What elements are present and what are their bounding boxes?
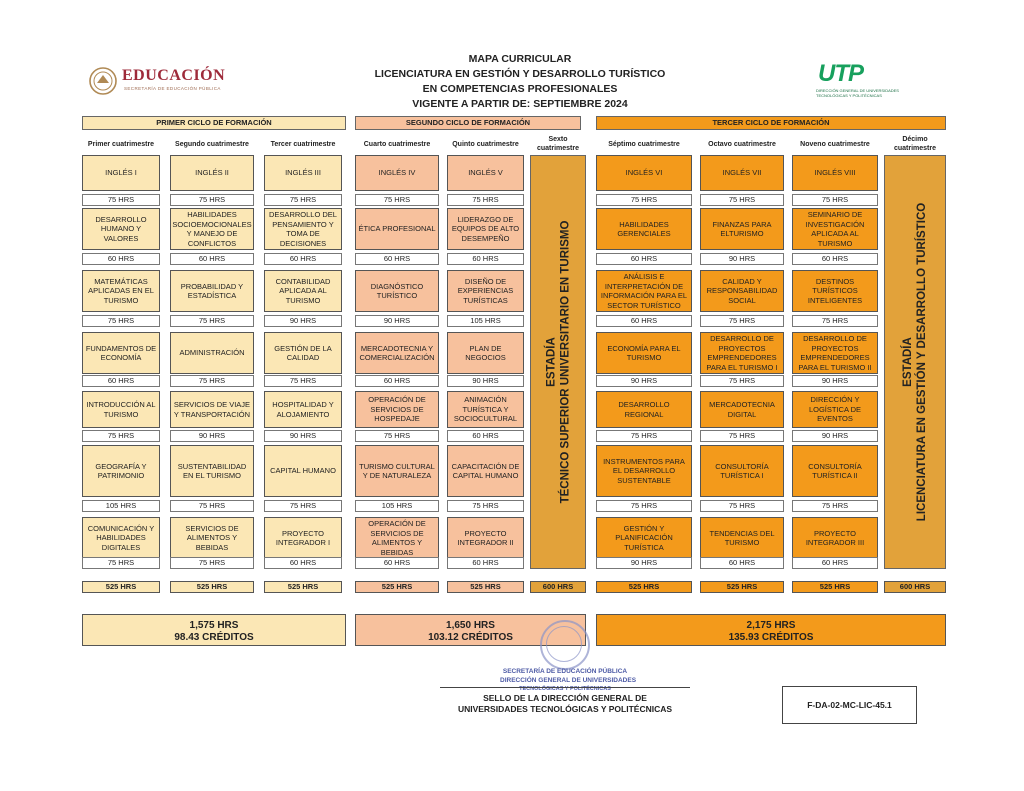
utp-logo-subtext: DIRECCIÓN GENERAL DE UNIVERSIDADES TECNOLÓGICAS Y POLITÉCNICAS xyxy=(816,88,899,98)
subject-box: SERVICIOS DE ALIMENTOS Y BEBIDAS xyxy=(170,517,254,559)
subject-hours: 75 HRS xyxy=(700,375,784,387)
total-hours-4: 525 HRS xyxy=(355,581,439,593)
subject-box: ADMINISTRACIÓN xyxy=(170,332,254,374)
cycle-header-2: SEGUNDO CICLO DE FORMACIÓN xyxy=(355,116,581,130)
sello-line-2: UNIVERSIDADES TECNOLÓGICAS Y POLITÉCNICAS xyxy=(457,704,673,714)
subject-box: GESTIÓN Y PLANIFICACIÓN TURÍSTICA xyxy=(596,517,692,559)
subject-box: ÉTICA PROFESIONAL xyxy=(355,208,439,250)
subject-box: CAPITAL HUMANO xyxy=(264,445,342,497)
subject-hours: 90 HRS xyxy=(264,315,342,327)
cycle-summary-2-credits: 103.12 CRÉDITOS xyxy=(428,632,513,643)
subject-box: INGLÉS VII xyxy=(700,155,784,191)
cycle-summary-3-hours: 2,175 HRS xyxy=(746,620,796,631)
subject-box: INGLÉS VI xyxy=(596,155,692,191)
subject-box: DESTINOS TURÍSTICOS INTELIGENTES xyxy=(792,270,878,312)
subject-box: INGLÉS I xyxy=(82,155,160,191)
subject-hours: 90 HRS xyxy=(170,430,254,442)
subject-hours: 60 HRS xyxy=(82,253,160,265)
subject-hours: 60 HRS xyxy=(596,253,692,265)
subject-hours: 60 HRS xyxy=(264,557,342,569)
subject-hours: 60 HRS xyxy=(792,253,878,265)
signature-line xyxy=(440,687,690,688)
subject-box: DIAGNÓSTICO TURÍSTICO xyxy=(355,270,439,312)
page-title xyxy=(300,52,740,112)
subject-hours: 90 HRS xyxy=(596,557,692,569)
subject-box: FINANZAS PARA ELTURISMO xyxy=(700,208,784,250)
subject-box: SUSTENTABILIDAD EN EL TURISMO xyxy=(170,445,254,497)
subject-box: INGLÉS II xyxy=(170,155,254,191)
subject-hours: 75 HRS xyxy=(170,315,254,327)
subject-box: TENDENCIAS DEL TURISMO xyxy=(700,517,784,559)
cycle-summary-3-credits: 135.93 CRÉDITOS xyxy=(728,632,814,643)
subject-box: INGLÉS VIII xyxy=(792,155,878,191)
subject-hours: 75 HRS xyxy=(596,194,692,206)
subject-hours: 60 HRS xyxy=(792,557,878,569)
educacion-logo xyxy=(88,64,258,98)
subject-box: HOSPITALIDAD Y ALOJAMIENTO xyxy=(264,391,342,428)
subject-hours: 75 HRS xyxy=(264,500,342,512)
subject-box: ECONOMÍA PARA EL TURISMO xyxy=(596,332,692,374)
subject-box: MERCADOTECNIA DIGITAL xyxy=(700,391,784,428)
subject-box: HABILIDADES SOCIOEMOCIONALES Y MANEJO DE CONFLICTOS xyxy=(170,208,254,250)
subject-box: PROYECTO INTEGRADOR III xyxy=(792,517,878,559)
subject-box: CONSULTORÍA TURÍSTICA I xyxy=(700,445,784,497)
subject-box: DESARROLLO HUMANO Y VALORES xyxy=(82,208,160,250)
cycle-summary-2-hours: 1,650 HRS xyxy=(446,620,495,631)
estadia-tsu-line-2: TÉCNICO SUPERIOR UNIVERSITARIO EN TURISMO xyxy=(559,220,571,504)
subject-hours: 75 HRS xyxy=(82,194,160,206)
subject-box: ANÁLISIS E INTERPRETACIÓN DE INFORMACIÓN PARA EL SECTOR TURÍSTICO xyxy=(596,270,692,312)
stamp-line-1: SECRETARÍA DE EDUCACIÓN PÚBLICA xyxy=(502,668,628,675)
subject-hours: 75 HRS xyxy=(170,500,254,512)
subject-hours: 60 HRS xyxy=(355,375,439,387)
subject-box: PROBABILIDAD Y ESTADÍSTICA xyxy=(170,270,254,312)
quarter-header-2: Segundo cuatrimestre xyxy=(175,140,249,148)
total-hours-5: 525 HRS xyxy=(447,581,524,593)
subject-box: PROYECTO INTEGRADOR II xyxy=(447,517,524,559)
subject-box: CONSULTORÍA TURÍSTICA II xyxy=(792,445,878,497)
subject-box: DESARROLLO REGIONAL xyxy=(596,391,692,428)
subject-hours: 75 HRS xyxy=(596,500,692,512)
document-code: F-DA-02-MC-LIC-45.1 xyxy=(782,686,917,724)
eagle-seal-icon xyxy=(88,66,118,96)
subject-hours: 60 HRS xyxy=(700,557,784,569)
subject-hours: 75 HRS xyxy=(170,194,254,206)
subject-box: DISEÑO DE EXPERIENCIAS TURÍSTICAS xyxy=(447,270,524,312)
subject-box: OPERACIÓN DE SERVICIOS DE ALIMENTOS Y BEBIDAS xyxy=(355,517,439,559)
cycle-header-1: PRIMER CICLO DE FORMACIÓN xyxy=(82,116,346,130)
subject-hours: 60 HRS xyxy=(447,253,524,265)
total-hours-10: 600 HRS xyxy=(884,581,946,593)
subject-hours: 90 HRS xyxy=(792,375,878,387)
quarter-header-6: Sexto cuatrimestre xyxy=(536,136,580,152)
subject-box: GESTIÓN DE LA CALIDAD xyxy=(264,332,342,374)
subject-hours: 90 HRS xyxy=(700,253,784,265)
total-hours-6: 600 HRS xyxy=(530,581,586,593)
educacion-logo-text: EDUCACIÓN xyxy=(122,67,226,84)
title-line-2: LICENCIATURA EN GESTIÓN Y DESARROLLO TURÍSTICO xyxy=(374,68,666,80)
subject-box: ANIMACIÓN TURÍSTICA Y SOCIOCULTURAL xyxy=(447,391,524,428)
subject-box: OPERACIÓN DE SERVICIOS DE HOSPEDAJE xyxy=(355,391,439,428)
subject-box: INSTRUMENTOS PARA EL DESARROLLO SUSTENTABLE xyxy=(596,445,692,497)
total-hours-8: 525 HRS xyxy=(700,581,784,593)
subject-box: MATEMÁTICAS APLICADAS EN EL TURISMO xyxy=(82,270,160,312)
subject-hours: 75 HRS xyxy=(264,375,342,387)
subject-box: INGLÉS III xyxy=(264,155,342,191)
stamp-line-2: DIRECCIÓN GENERAL DE UNIVERSIDADES xyxy=(500,677,637,684)
estadia-lic-line-2: LICENCIATURA EN GESTIÓN Y DESARROLLO TURÍSTICO xyxy=(916,202,928,522)
subject-hours: 75 HRS xyxy=(82,430,160,442)
title-line-4: VIGENTE A PARTIR DE: SEPTIEMBRE 2024 xyxy=(412,98,628,110)
subject-hours: 105 HRS xyxy=(355,500,439,512)
subject-hours: 75 HRS xyxy=(170,557,254,569)
subject-box: FUNDAMENTOS DE ECONOMÍA xyxy=(82,332,160,374)
subject-box: MERCADOTECNIA Y COMERCIALIZACIÓN xyxy=(355,332,439,374)
subject-box: TURISMO CULTURAL Y DE NATURALEZA xyxy=(355,445,439,497)
subject-hours: 75 HRS xyxy=(82,315,160,327)
stamp-line-3: TECNOLÓGICAS Y POLITÉCNICAS xyxy=(519,686,611,692)
subject-hours: 60 HRS xyxy=(264,253,342,265)
quarter-header-7: Séptimo cuatrimestre xyxy=(608,140,680,148)
subject-box: INTRODUCCIÓN AL TURISMO xyxy=(82,391,160,428)
subject-hours: 60 HRS xyxy=(447,557,524,569)
quarter-header-3: Tercer cuatrimestre xyxy=(270,140,336,148)
subject-hours: 75 HRS xyxy=(170,375,254,387)
total-hours-7: 525 HRS xyxy=(596,581,692,593)
subject-hours: 75 HRS xyxy=(447,194,524,206)
total-hours-9: 525 HRS xyxy=(792,581,878,593)
quarter-header-9: Noveno cuatrimestre xyxy=(800,140,870,148)
subject-hours: 90 HRS xyxy=(596,375,692,387)
subject-hours: 75 HRS xyxy=(82,557,160,569)
subject-hours: 75 HRS xyxy=(264,194,342,206)
subject-hours: 90 HRS xyxy=(447,375,524,387)
subject-box: DIRECCIÓN Y LOGÍSTICA DE EVENTOS xyxy=(792,391,878,428)
utp-logo-text: UTP xyxy=(818,60,863,87)
sello-line-1: SELLO DE LA DIRECCIÓN GENERAL DE xyxy=(483,693,647,703)
subject-box: CONTABILIDAD APLICADA AL TURISMO xyxy=(264,270,342,312)
subject-box: PLAN DE NEGOCIOS xyxy=(447,332,524,374)
subject-hours: 75 HRS xyxy=(792,194,878,206)
estadia-tsu-column xyxy=(530,155,586,569)
quarter-header-8: Octavo cuatrimestre xyxy=(708,140,776,148)
educacion-logo-subtext: SECRETARÍA DE EDUCACIÓN PÚBLICA xyxy=(124,86,221,91)
subject-box: COMUNICACIÓN Y HABILIDADES DIGITALES xyxy=(82,517,160,559)
subject-hours: 75 HRS xyxy=(447,500,524,512)
subject-hours: 105 HRS xyxy=(447,315,524,327)
cycle-summary-3 xyxy=(596,614,946,646)
estadia-lic-line-1: ESTADÍA xyxy=(902,337,914,387)
subject-hours: 75 HRS xyxy=(700,315,784,327)
subject-box: LIDERAZGO DE EQUIPOS DE ALTO DESEMPEÑO xyxy=(447,208,524,250)
subject-hours: 75 HRS xyxy=(792,500,878,512)
total-hours-1: 525 HRS xyxy=(82,581,160,593)
estadia-tsu-line-1: ESTADÍA xyxy=(545,337,557,387)
subject-hours: 90 HRS xyxy=(792,430,878,442)
subject-box: DESARROLLO DE PROYECTOS EMPRENDEDORES PARA EL TURISMO I xyxy=(700,332,784,374)
estadia-lic-column xyxy=(884,155,946,569)
subject-hours: 60 HRS xyxy=(170,253,254,265)
subject-hours: 60 HRS xyxy=(82,375,160,387)
total-hours-2: 525 HRS xyxy=(170,581,254,593)
subject-box: CAPACITACIÓN DE CAPITAL HUMANO xyxy=(447,445,524,497)
subject-box: PROYECTO INTEGRADOR I xyxy=(264,517,342,559)
total-hours-3: 525 HRS xyxy=(264,581,342,593)
subject-box: DESARROLLO DEL PENSAMIENTO Y TOMA DE DECISIONES xyxy=(264,208,342,250)
cycle-summary-1-hours: 1,575 HRS xyxy=(189,620,239,631)
cycle-header-3: TERCER CICLO DE FORMACIÓN xyxy=(596,116,946,130)
cycle-summary-1-credits: 98.43 CRÉDITOS xyxy=(174,632,254,643)
subject-hours: 60 HRS xyxy=(596,315,692,327)
quarter-header-4: Cuarto cuatrimestre xyxy=(363,140,431,148)
sello-caption xyxy=(430,693,700,715)
subject-hours: 60 HRS xyxy=(447,430,524,442)
subject-box: SERVICIOS DE VIAJE Y TRANSPORTACIÓN xyxy=(170,391,254,428)
subject-box: INGLÉS IV xyxy=(355,155,439,191)
subject-hours: 75 HRS xyxy=(596,430,692,442)
subject-hours: 75 HRS xyxy=(700,194,784,206)
subject-hours: 75 HRS xyxy=(700,500,784,512)
quarter-header-10: Décimo cuatrimestre xyxy=(893,136,937,152)
subject-box: CALIDAD Y RESPONSABILIDAD SOCIAL xyxy=(700,270,784,312)
subject-box: GEOGRAFÍA Y PATRIMONIO xyxy=(82,445,160,497)
subject-hours: 90 HRS xyxy=(264,430,342,442)
subject-box: HABILIDADES GERENCIALES xyxy=(596,208,692,250)
cycle-summary-1 xyxy=(82,614,346,646)
subject-box: DESARROLLO DE PROYECTOS EMPRENDEDORES PARA EL TURISMO II xyxy=(792,332,878,374)
subject-hours: 75 HRS xyxy=(355,194,439,206)
subject-hours: 90 HRS xyxy=(355,315,439,327)
title-line-1: MAPA CURRICULAR xyxy=(468,53,572,65)
subject-hours: 75 HRS xyxy=(700,430,784,442)
subject-box: SEMINARIO DE INVESTIGACIÓN APLICADA AL TURISMO xyxy=(792,208,878,250)
quarter-header-5: Quinto cuatrimestre xyxy=(452,140,519,148)
utp-logo xyxy=(812,60,902,100)
subject-hours: 75 HRS xyxy=(355,430,439,442)
subject-hours: 75 HRS xyxy=(792,315,878,327)
subject-hours: 105 HRS xyxy=(82,500,160,512)
subject-hours: 60 HRS xyxy=(355,253,439,265)
quarter-header-1: Primer cuatrimestre xyxy=(87,140,155,148)
subject-hours: 60 HRS xyxy=(355,557,439,569)
title-line-3: EN COMPETENCIAS PROFESIONALES xyxy=(422,83,618,95)
subject-box: INGLÉS V xyxy=(447,155,524,191)
